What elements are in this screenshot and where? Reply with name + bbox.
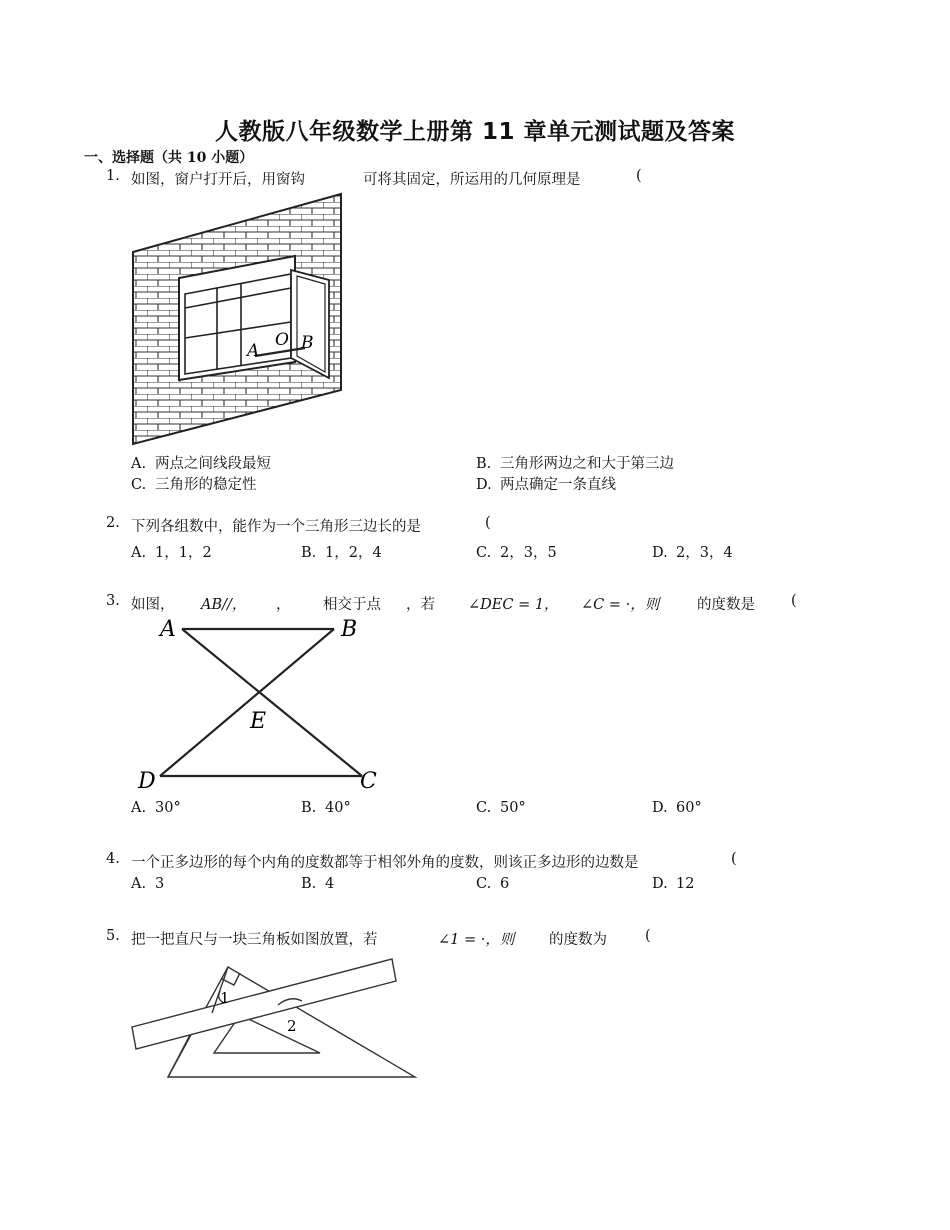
- question-3-text-e: 的度数是: [697, 597, 755, 613]
- hourglass-figure: [130, 614, 390, 796]
- ruler: [132, 959, 396, 1049]
- question-1-paren: (: [636, 168, 642, 184]
- window-figure: [125, 190, 365, 446]
- q4-option-a[interactable]: A. 3: [131, 876, 165, 892]
- q4-option-b[interactable]: B. 4: [301, 876, 335, 892]
- fig3-label-d: D: [138, 769, 156, 794]
- question-3-number: 3.: [106, 593, 120, 609]
- page-title: 人教版八年级数学上册第 11 章单元测试题及答案: [214, 119, 736, 145]
- question-3-text-a: 如图，: [131, 597, 175, 613]
- question-1-text-b: 可将其固定，所运用的几何原理是: [363, 172, 581, 188]
- question-3-parallel: AB//，: [201, 597, 247, 613]
- question-2-number: 2.: [106, 515, 120, 531]
- question-1-text-a: 如图，窗户打开后，用窗钩: [131, 172, 305, 188]
- q3-option-b[interactable]: B. 40°: [301, 800, 351, 816]
- fig1-label-o: O: [275, 330, 289, 350]
- window-opening: [179, 256, 295, 380]
- question-4-text: 一个正多边形的每个内角的度数都等于相邻外角的度数，则该正多边形的边数是: [131, 855, 639, 871]
- question-5-text-a: 把一把直尺与一块三角板如图放置，若: [131, 932, 378, 948]
- question-4-paren: (: [731, 851, 737, 867]
- section-heading: 一、选择题（共 10 小题）: [84, 150, 254, 166]
- question-5-number: 5.: [106, 928, 120, 944]
- fig3-label-e: E: [250, 709, 267, 734]
- fig1-label-b: B: [301, 333, 314, 353]
- fig3-label-a: A: [160, 617, 176, 642]
- question-3-angle-c: ∠C = ·，则: [581, 597, 660, 613]
- q2-option-b[interactable]: B. 1，2，4: [301, 545, 382, 561]
- fig1-label-a: A: [247, 341, 260, 361]
- question-3-text-c: 相交于点: [323, 597, 381, 613]
- fig5-label-2: 2: [287, 1017, 297, 1035]
- question-2-paren: (: [485, 515, 491, 531]
- question-3-angle-dec: ∠DEC = 1，: [468, 597, 559, 613]
- q2-option-a[interactable]: A. 1，1，2: [131, 545, 212, 561]
- q1-option-d[interactable]: D. 两点确定一条直线: [476, 477, 616, 493]
- fig3-label-c: C: [360, 769, 377, 794]
- q1-option-a[interactable]: A. 两点之间线段最短: [131, 456, 271, 472]
- q1-option-b[interactable]: B. 三角形两边之和大于第三边: [476, 456, 674, 472]
- q2-option-d[interactable]: D. 2，3，4: [652, 545, 733, 561]
- q4-option-d[interactable]: D. 12: [652, 876, 695, 892]
- q3-option-d[interactable]: D. 60°: [652, 800, 702, 816]
- question-3-text-d: ，若: [406, 597, 435, 613]
- fig3-label-b: B: [341, 617, 358, 642]
- question-5-paren: (: [645, 928, 651, 944]
- question-3-text-b: ，: [276, 597, 291, 613]
- fig5-label-1: 1: [220, 989, 230, 1007]
- q3-option-a[interactable]: A. 30°: [131, 800, 181, 816]
- q4-option-c[interactable]: C. 6: [476, 876, 510, 892]
- q2-option-c[interactable]: C. 2，3，5: [476, 545, 557, 561]
- question-5-text-b: 的度数为: [549, 932, 607, 948]
- question-1-number: 1.: [106, 168, 120, 184]
- q3-option-c[interactable]: C. 50°: [476, 800, 526, 816]
- question-2-text: 下列各组数中，能作为一个三角形三边长的是: [131, 519, 421, 535]
- q1-option-c[interactable]: C. 三角形的稳定性: [131, 477, 257, 493]
- question-4-number: 4.: [106, 851, 120, 867]
- question-5-angle-1: ∠1 = ·，则: [438, 932, 515, 948]
- ruler-triangle-figure: [130, 955, 430, 1085]
- question-3-paren: (: [791, 593, 797, 609]
